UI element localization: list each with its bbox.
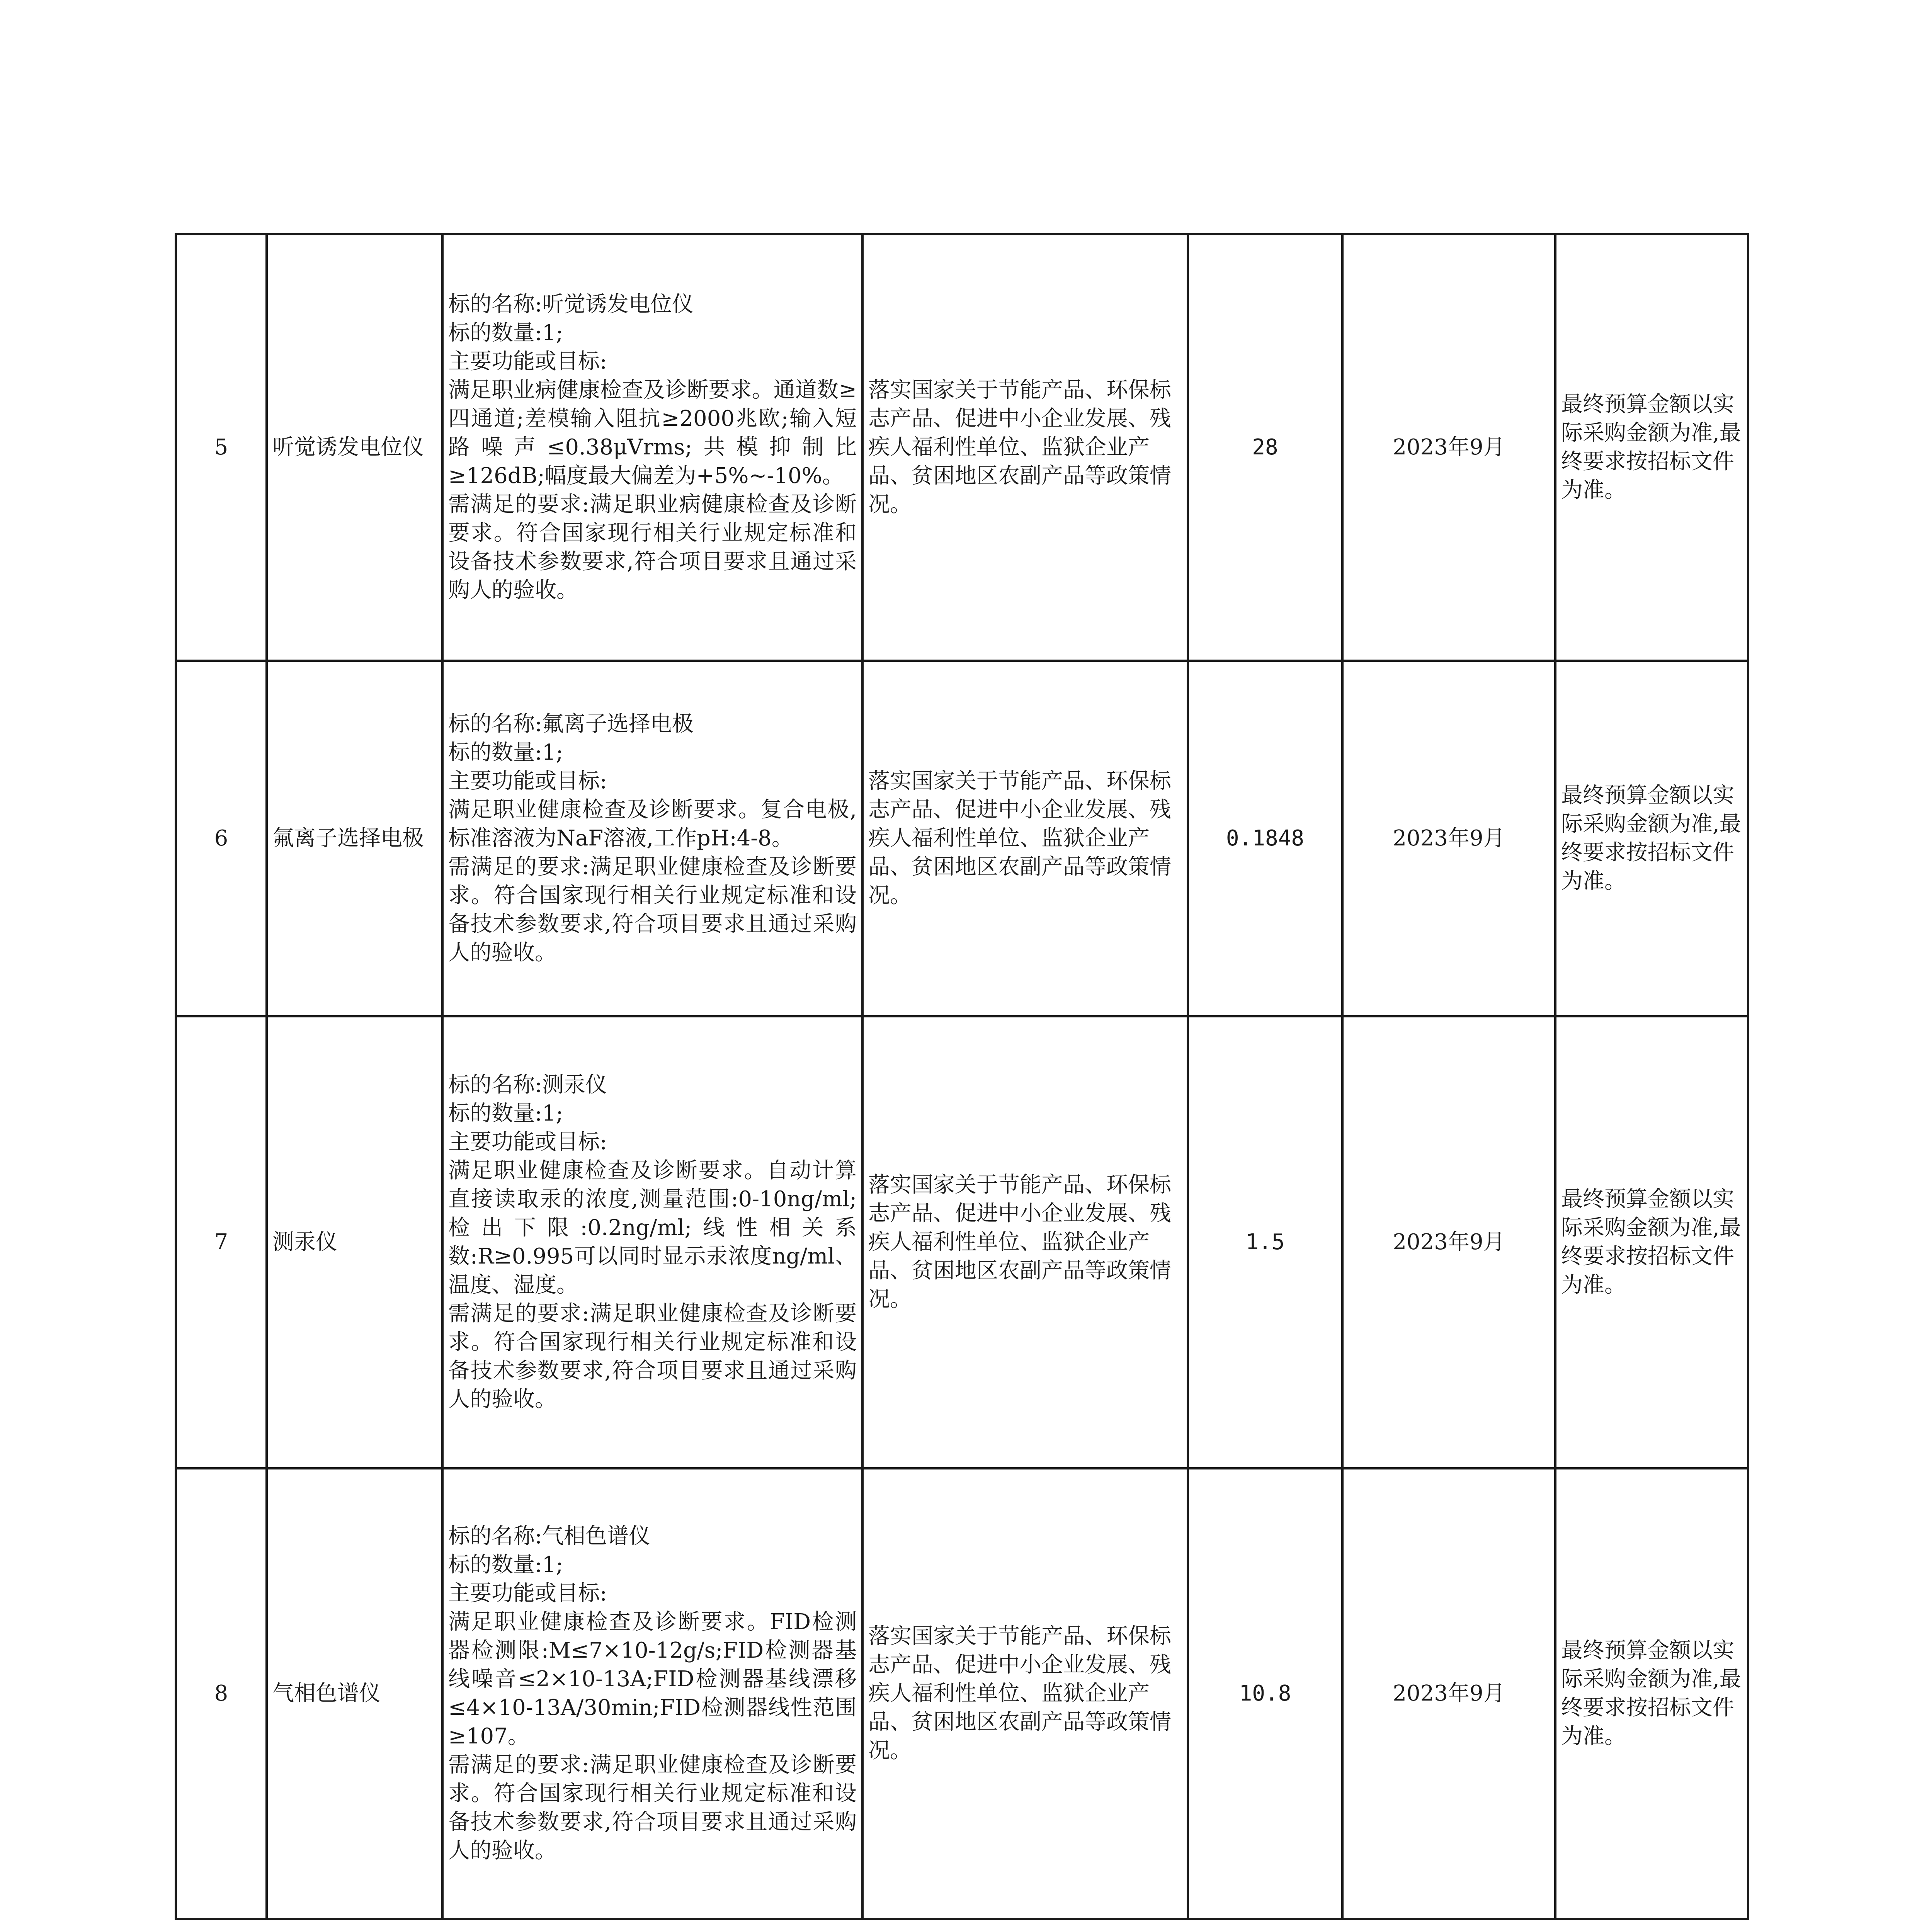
- budget-value: 1.5: [1188, 1016, 1342, 1468]
- remark-text: 最终预算金额以实际采购金额为准,最终要求按招标文件为准。: [1555, 234, 1748, 661]
- desc-line: 标的名称:氟离子选择电极: [448, 711, 694, 736]
- desc-line: 需满足的要求:满足职业健康检查及诊断要求。符合国家现行相关行业规定标准和设备技术参数要求,符合项目要求且通过采购人的验收。: [448, 1752, 857, 1863]
- desc-line: 标的数量:1;: [448, 1552, 563, 1577]
- budget-value: 28: [1188, 234, 1342, 661]
- policy-text: 落实国家关于节能产品、环保标志产品、促进中小企业发展、残疾人福利性单位、监狱企业产品、贫困地区农副产品等政策情况。: [862, 1468, 1188, 1919]
- budget-value: 0.1848: [1188, 661, 1342, 1016]
- remark-text: 最终预算金额以实际采购金额为准,最终要求按招标文件为准。: [1555, 1468, 1748, 1919]
- desc-line: 标的数量:1;: [448, 1101, 563, 1126]
- planned-time: 2023年9月: [1342, 661, 1555, 1016]
- desc-line: 满足职业健康检查及诊断要求。复合电极,标准溶液为NaF溶液,工作pH:4-8。: [448, 797, 857, 851]
- desc-line: 需满足的要求:满足职业健康检查及诊断要求。符合国家现行相关行业规定标准和设备技术参数要求,符合项目要求且通过采购人的验收。: [448, 1301, 857, 1412]
- desc-line: 满足职业健康检查及诊断要求。自动计算直接读取汞的浓度,测量范围:0-10ng/ml;检出下限:0.2ng/ml;线性相关系数:R≥0.995可以同时显示汞浓度ng/ml、温度、湿度。: [448, 1158, 857, 1298]
- planned-time: 2023年9月: [1342, 234, 1555, 661]
- item-name: 气相色谱仪: [267, 1468, 442, 1919]
- table-body: [176, 234, 1748, 1919]
- item-description: [442, 661, 862, 1016]
- desc-line: 需满足的要求:满足职业健康检查及诊断要求。符合国家现行相关行业规定标准和设备技术参数要求,符合项目要求且通过采购人的验收。: [448, 854, 857, 965]
- desc-line: 标的数量:1;: [448, 320, 563, 345]
- policy-text: 落实国家关于节能产品、环保标志产品、促进中小企业发展、残疾人福利性单位、监狱企业产品、贫困地区农副产品等政策情况。: [862, 1016, 1188, 1468]
- item-description: [442, 1468, 862, 1919]
- policy-text: 落实国家关于节能产品、环保标志产品、促进中小企业发展、残疾人福利性单位、监狱企业产品、贫困地区农副产品等政策情况。: [862, 661, 1188, 1016]
- policy-text: 落实国家关于节能产品、环保标志产品、促进中小企业发展、残疾人福利性单位、监狱企业产品、贫困地区农副产品等政策情况。: [862, 234, 1188, 661]
- procurement-table: [175, 233, 1749, 1920]
- item-name: 测汞仪: [267, 1016, 442, 1468]
- desc-line: 主要功能或目标:: [448, 1129, 607, 1155]
- desc-line: 满足职业健康检查及诊断要求。FID检测器检测限:M≤7×10-12g/s;FID检测器基线噪音≤2×10-13A;FID检测器基线漂移≤4×10-13A/30min;FID检测器线性范围≥107。: [448, 1609, 857, 1749]
- desc-line: 满足职业病健康检查及诊断要求。通道数≥四通道;差模输入阻抗≥2000兆欧;输入短路噪声≤0.38μVrms;共模抑制比≥126dB;幅度最大偏差为+5%~-10%。: [448, 378, 857, 488]
- item-name: 氟离子选择电极: [267, 661, 442, 1016]
- desc-line: 主要功能或目标:: [448, 769, 607, 794]
- table-row: [176, 661, 1748, 1016]
- planned-time: 2023年9月: [1342, 1016, 1555, 1468]
- remark-text: 最终预算金额以实际采购金额为准,最终要求按招标文件为准。: [1555, 661, 1748, 1016]
- budget-value: 10.8: [1188, 1468, 1342, 1919]
- row-number: 8: [176, 1468, 267, 1919]
- row-number: 7: [176, 1016, 267, 1468]
- row-number: 5: [176, 234, 267, 661]
- desc-line: 标的名称:气相色谱仪: [448, 1524, 650, 1549]
- desc-line: 标的名称:听觉诱发电位仪: [448, 292, 694, 317]
- desc-line: 需满足的要求:满足职业病健康检查及诊断要求。符合国家现行相关行业规定标准和设备技术参数要求,符合项目要求且通过采购人的验收。: [448, 492, 857, 603]
- table-row: [176, 234, 1748, 661]
- table-row: [176, 1016, 1748, 1468]
- desc-line: 标的数量:1;: [448, 740, 563, 765]
- item-name: 听觉诱发电位仪: [267, 234, 442, 661]
- planned-time: 2023年9月: [1342, 1468, 1555, 1919]
- desc-line: 主要功能或目标:: [448, 1581, 607, 1606]
- item-description: [442, 1016, 862, 1468]
- table-row: [176, 1468, 1748, 1919]
- desc-line: 标的名称:测汞仪: [448, 1072, 607, 1097]
- row-number: 6: [176, 661, 267, 1016]
- item-description: [442, 234, 862, 661]
- remark-text: 最终预算金额以实际采购金额为准,最终要求按招标文件为准。: [1555, 1016, 1748, 1468]
- desc-line: 主要功能或目标:: [448, 349, 607, 374]
